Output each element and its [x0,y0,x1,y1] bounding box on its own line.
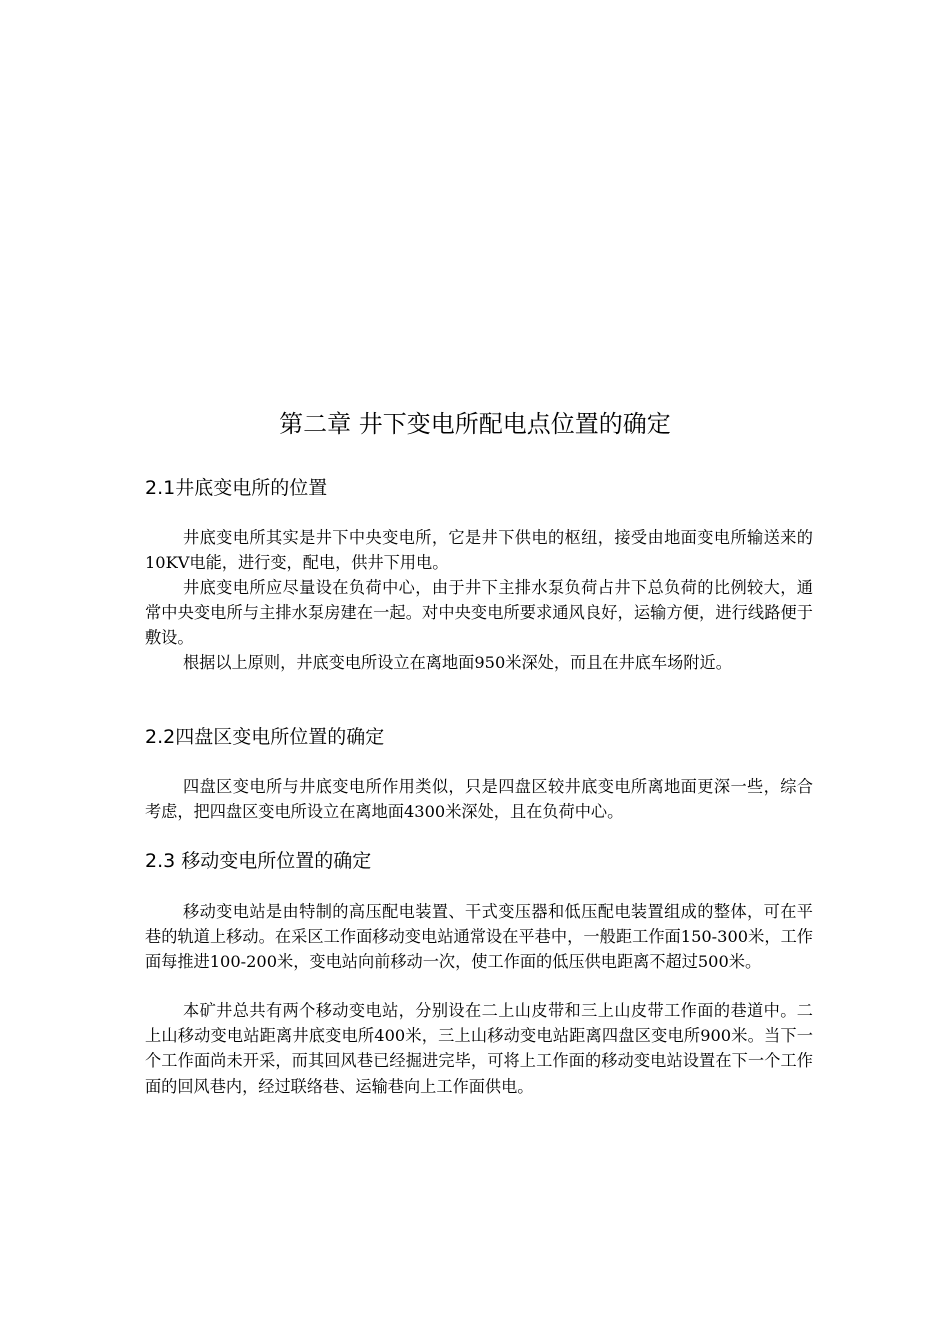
paragraph-2-3-1: 移动变电站是由特制的高压配电装置、干式变压器和低压配电装置组成的整体，可在平巷的轨道上移动。在采区工作面移动变电站通常设在平巷中，一般距工作面150-300米，工作面每推进100-200米，变电站向前移动一次，使工作面的低压供电距离不超过500米。 [145,902,813,972]
paragraph-2-2-1: 四盘区变电所与井底变电所作用类似，只是四盘区较井底变电所离地面更深一些，综合考虑，把四盘区变电所设立在离地面4300米深处，且在负荷中心。 [145,777,813,822]
section-heading-2-2: 2.2四盘区变电所位置的确定 [145,726,385,748]
section-heading-2-3: 2.3 移动变电所位置的确定 [145,850,372,872]
paragraph-2-1-1: 井底变电所其实是井下中央变电所，它是井下供电的枢纽，接受由地面变电所输送来的10KV电能，进行变，配电，供井下用电。 [145,528,813,573]
paragraph-2-1-2: 井底变电所应尽量设在负荷中心，由于井下主排水泵负荷占井下总负荷的比例较大，通常中央变电所与主排水泵房建在一起。对中央变电所要求通风良好，运输方便，进行线路便于敷设。 [145,578,813,648]
paragraph-2-1-3: 根据以上原则，井底变电所设立在离地面950米深处，而且在井底车场附近。 [183,653,732,672]
chapter-title: 第二章 井下变电所配电点位置的确定 [279,410,671,438]
paragraph-2-3-2: 本矿井总共有两个移动变电站，分别设在二上山皮带和三上山皮带工作面的巷道中。二上山移动变电站距离井底变电所400米，三上山移动变电站距离四盘区变电所900米。当下一个工作面尚未开采，而其回风巷已经掘进完毕，可将上工作面的移动变电站设置在下一个工作面的回风巷内，经过联络巷、运输巷向上工作面供电。 [145,1001,813,1096]
section-heading-2-1: 2.1井底变电所的位置 [145,477,328,499]
